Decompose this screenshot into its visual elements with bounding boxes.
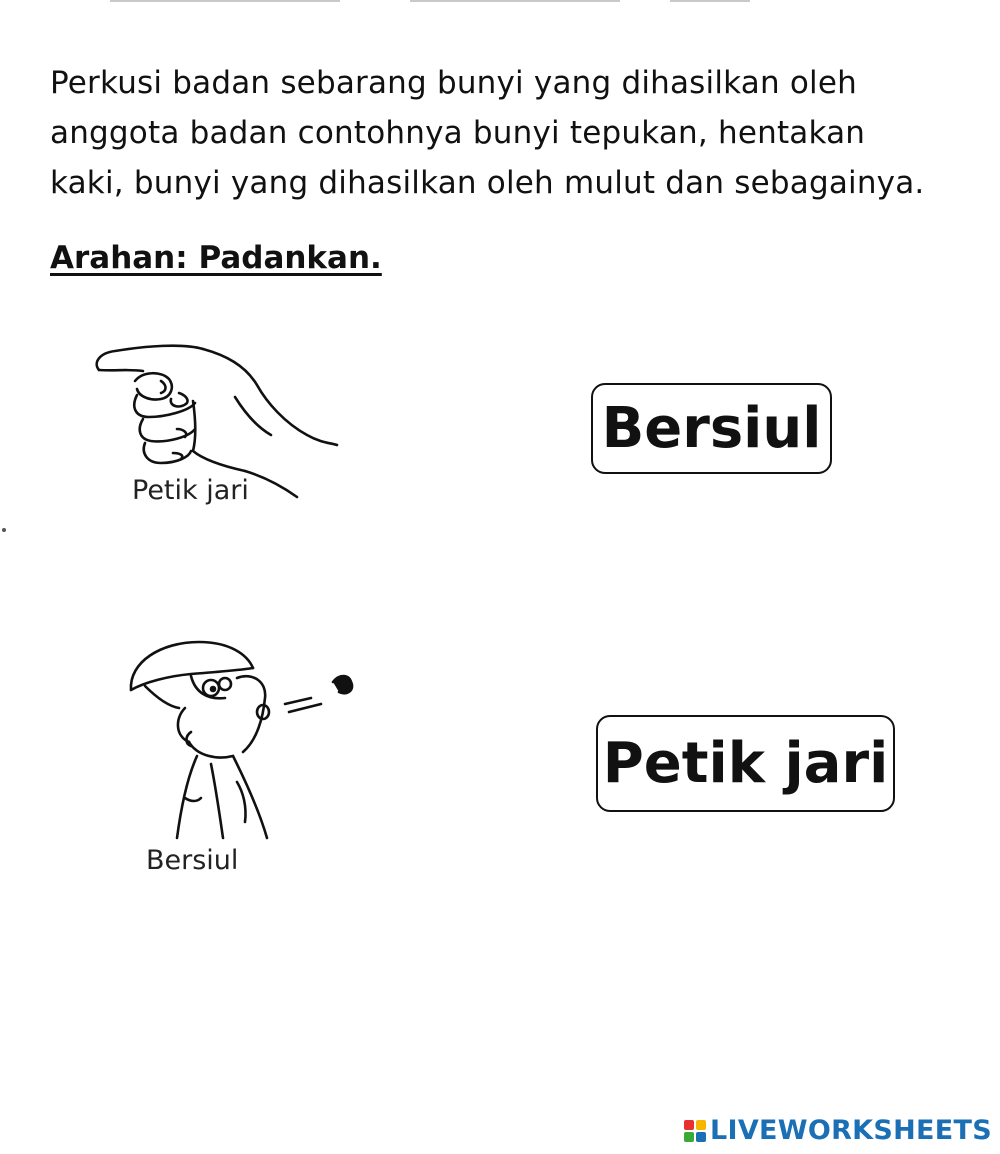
top-cropped-text-fragment: [110, 0, 760, 4]
liveworksheets-brand: [684, 1115, 992, 1146]
whistling-boy-icon: [125, 632, 390, 840]
brand-text: LIVEWORKSHEETS: [709, 1115, 992, 1146]
intro-line: anggota badan contohnya bunyi tepukan, hentakan: [50, 115, 866, 151]
liveworksheets-logo-icon: [684, 1120, 706, 1142]
intro-paragraph: [50, 58, 970, 208]
intro-line: kaki, bunyi yang dihasilkan oleh mulut dan sebagainya.: [50, 165, 925, 201]
intro-line: Perkusi badan sebarang bunyi yang dihasilkan oleh: [50, 65, 857, 101]
answer-box-bersiul[interactable]: Bersiul: [591, 383, 832, 474]
stray-dot: [2, 528, 6, 532]
answer-box-petik-jari[interactable]: Petik jari: [596, 715, 895, 812]
instruction-heading: Arahan: Padankan.: [50, 240, 382, 276]
picture-caption: Bersiul: [146, 845, 239, 876]
picture-caption: Petik jari: [132, 475, 249, 506]
